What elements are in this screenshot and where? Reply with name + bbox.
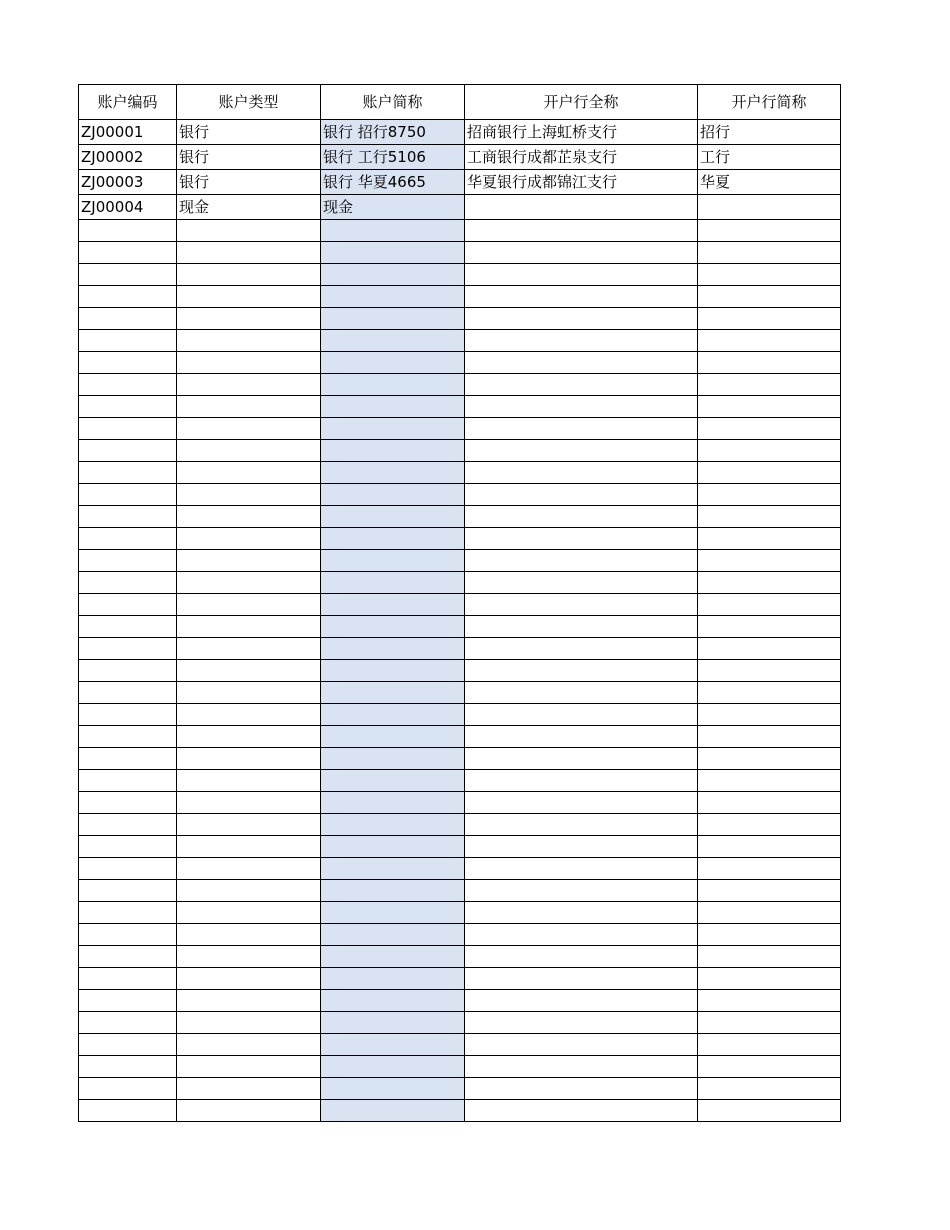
empty-row [79, 264, 841, 286]
cell-account-code[interactable] [79, 682, 177, 704]
cell-bank-full-name[interactable] [465, 220, 698, 242]
cell-account-code[interactable] [79, 264, 177, 286]
cell-bank-short-name[interactable] [698, 770, 841, 792]
empty-row [79, 770, 841, 792]
table-row [79, 120, 841, 145]
empty-row [79, 418, 841, 440]
cell-account-type[interactable] [177, 352, 321, 374]
cell-account-type[interactable] [177, 374, 321, 396]
cell-account-short-name[interactable] [321, 924, 465, 946]
cell-bank-full-name[interactable] [465, 242, 698, 264]
cell-bank-full-name[interactable] [465, 484, 698, 506]
cell-bank-full-name[interactable] [465, 946, 698, 968]
cell-bank-full-name[interactable] [465, 594, 698, 616]
cell-bank-short-name[interactable] [698, 286, 841, 308]
cell-account-type[interactable] [177, 264, 321, 286]
cell-bank-full-name[interactable] [465, 902, 698, 924]
cell-account-code[interactable] [79, 484, 177, 506]
cell-account-short-name[interactable] [321, 264, 465, 286]
cell-account-short-name[interactable]: 现金 [321, 195, 465, 220]
account-table [78, 84, 841, 1122]
cell-bank-short-name[interactable] [698, 638, 841, 660]
cell-bank-full-name[interactable] [465, 528, 698, 550]
cell-account-short-name[interactable] [321, 1100, 465, 1122]
cell-account-code[interactable] [79, 1056, 177, 1078]
cell-bank-short-name[interactable] [698, 440, 841, 462]
cell-bank-short-name[interactable] [698, 1056, 841, 1078]
empty-row [79, 528, 841, 550]
cell-bank-short-name[interactable]: 招行 [698, 120, 841, 145]
cell-account-code[interactable] [79, 748, 177, 770]
empty-row [79, 924, 841, 946]
cell-account-short-name[interactable]: 银行 招行8750 [321, 120, 465, 145]
cell-account-code[interactable] [79, 550, 177, 572]
empty-row [79, 572, 841, 594]
cell-account-code[interactable] [79, 1012, 177, 1034]
cell-account-type[interactable] [177, 594, 321, 616]
cell-account-code[interactable] [79, 1100, 177, 1122]
cell-account-type[interactable] [177, 440, 321, 462]
cell-account-type[interactable] [177, 1034, 321, 1056]
cell-account-type[interactable] [177, 528, 321, 550]
cell-account-short-name[interactable] [321, 660, 465, 682]
cell-account-type[interactable]: 银行 [177, 170, 321, 195]
cell-account-short-name[interactable] [321, 330, 465, 352]
cell-bank-full-name[interactable] [465, 880, 698, 902]
empty-row [79, 968, 841, 990]
cell-bank-full-name[interactable] [465, 1056, 698, 1078]
cell-bank-short-name[interactable] [698, 506, 841, 528]
empty-row [79, 550, 841, 572]
cell-account-type[interactable]: 银行 [177, 120, 321, 145]
cell-account-code[interactable] [79, 968, 177, 990]
empty-row [79, 462, 841, 484]
cell-account-code[interactable] [79, 902, 177, 924]
cell-account-short-name[interactable] [321, 1034, 465, 1056]
empty-row [79, 1012, 841, 1034]
cell-bank-short-name[interactable]: 华夏 [698, 170, 841, 195]
empty-row [79, 836, 841, 858]
account-table-container [78, 84, 841, 1122]
cell-bank-short-name[interactable] [698, 748, 841, 770]
cell-account-short-name[interactable] [321, 528, 465, 550]
cell-account-code[interactable] [79, 506, 177, 528]
cell-account-code[interactable]: ZJ00004 [79, 195, 177, 220]
cell-account-short-name[interactable] [321, 506, 465, 528]
cell-bank-short-name[interactable] [698, 704, 841, 726]
cell-account-type[interactable]: 现金 [177, 195, 321, 220]
cell-account-short-name[interactable] [321, 374, 465, 396]
cell-account-code[interactable] [79, 880, 177, 902]
empty-row [79, 330, 841, 352]
cell-account-type[interactable] [177, 286, 321, 308]
cell-account-short-name[interactable] [321, 770, 465, 792]
cell-account-short-name[interactable] [321, 396, 465, 418]
cell-account-short-name[interactable] [321, 682, 465, 704]
cell-bank-full-name[interactable] [465, 616, 698, 638]
empty-row [79, 704, 841, 726]
empty-row [79, 1034, 841, 1056]
cell-account-short-name[interactable] [321, 1056, 465, 1078]
cell-bank-full-name[interactable] [465, 352, 698, 374]
cell-account-short-name[interactable] [321, 242, 465, 264]
table-row [79, 170, 841, 195]
cell-account-type[interactable] [177, 770, 321, 792]
empty-row [79, 594, 841, 616]
cell-account-code[interactable] [79, 220, 177, 242]
cell-bank-full-name[interactable] [465, 1012, 698, 1034]
cell-account-code[interactable] [79, 242, 177, 264]
empty-row [79, 484, 841, 506]
cell-bank-full-name[interactable] [465, 968, 698, 990]
cell-bank-full-name[interactable] [465, 660, 698, 682]
table-row [79, 195, 841, 220]
empty-row [79, 792, 841, 814]
cell-account-code[interactable] [79, 440, 177, 462]
cell-bank-short-name[interactable]: 工行 [698, 145, 841, 170]
cell-account-type[interactable] [177, 506, 321, 528]
cell-account-short-name[interactable] [321, 1078, 465, 1100]
cell-bank-full-name[interactable] [465, 506, 698, 528]
cell-account-type[interactable] [177, 836, 321, 858]
cell-bank-short-name[interactable] [698, 660, 841, 682]
cell-bank-full-name[interactable]: 招商银行上海虹桥支行 [465, 120, 698, 145]
cell-account-type[interactable] [177, 660, 321, 682]
cell-account-type[interactable] [177, 792, 321, 814]
cell-account-code[interactable] [79, 770, 177, 792]
empty-row [79, 1100, 841, 1122]
cell-account-code[interactable] [79, 462, 177, 484]
cell-bank-full-name[interactable]: 工商银行成都芷泉支行 [465, 145, 698, 170]
cell-bank-short-name[interactable] [698, 880, 841, 902]
cell-account-short-name[interactable] [321, 440, 465, 462]
cell-account-code[interactable] [79, 572, 177, 594]
cell-account-short-name[interactable] [321, 484, 465, 506]
cell-account-type[interactable] [177, 1012, 321, 1034]
header-account-code[interactable]: 账户编码 [79, 85, 177, 120]
cell-account-short-name[interactable] [321, 836, 465, 858]
cell-bank-full-name[interactable] [465, 836, 698, 858]
cell-bank-short-name[interactable] [698, 374, 841, 396]
cell-bank-short-name[interactable] [698, 220, 841, 242]
cell-account-code[interactable] [79, 418, 177, 440]
cell-account-short-name[interactable] [321, 902, 465, 924]
cell-account-short-name[interactable] [321, 220, 465, 242]
cell-account-type[interactable] [177, 1078, 321, 1100]
cell-bank-short-name[interactable] [698, 1034, 841, 1056]
cell-account-short-name[interactable] [321, 858, 465, 880]
cell-account-code[interactable] [79, 990, 177, 1012]
cell-account-code[interactable] [79, 352, 177, 374]
header-bank-short-name[interactable]: 开户行简称 [698, 85, 841, 120]
cell-bank-full-name[interactable] [465, 440, 698, 462]
cell-account-short-name[interactable] [321, 792, 465, 814]
cell-account-code[interactable] [79, 396, 177, 418]
cell-account-code[interactable] [79, 374, 177, 396]
cell-account-short-name[interactable] [321, 880, 465, 902]
cell-bank-short-name[interactable] [698, 924, 841, 946]
cell-account-code[interactable] [79, 660, 177, 682]
cell-account-type[interactable] [177, 616, 321, 638]
empty-row [79, 682, 841, 704]
cell-account-type[interactable] [177, 990, 321, 1012]
cell-bank-short-name[interactable] [698, 484, 841, 506]
cell-bank-full-name[interactable] [465, 704, 698, 726]
cell-bank-short-name[interactable] [698, 836, 841, 858]
cell-account-code[interactable]: ZJ00002 [79, 145, 177, 170]
cell-bank-short-name[interactable] [698, 528, 841, 550]
header-account-short-name[interactable]: 账户简称 [321, 85, 465, 120]
empty-row [79, 1056, 841, 1078]
empty-row [79, 660, 841, 682]
cell-account-code[interactable] [79, 638, 177, 660]
empty-row [79, 858, 841, 880]
cell-bank-short-name[interactable] [698, 396, 841, 418]
cell-account-type[interactable] [177, 814, 321, 836]
cell-account-code[interactable] [79, 594, 177, 616]
cell-bank-full-name[interactable] [465, 748, 698, 770]
header-account-type[interactable]: 账户类型 [177, 85, 321, 120]
cell-account-short-name[interactable] [321, 286, 465, 308]
cell-bank-short-name[interactable] [698, 195, 841, 220]
cell-bank-short-name[interactable] [698, 946, 841, 968]
cell-account-short-name[interactable] [321, 704, 465, 726]
cell-bank-short-name[interactable] [698, 308, 841, 330]
empty-row [79, 726, 841, 748]
cell-bank-short-name[interactable] [698, 990, 841, 1012]
cell-bank-full-name[interactable] [465, 286, 698, 308]
table-row [79, 145, 841, 170]
empty-row [79, 748, 841, 770]
cell-account-type[interactable] [177, 902, 321, 924]
cell-bank-short-name[interactable] [698, 726, 841, 748]
empty-row [79, 220, 841, 242]
cell-account-short-name[interactable] [321, 572, 465, 594]
cell-account-type[interactable] [177, 484, 321, 506]
cell-bank-short-name[interactable] [698, 858, 841, 880]
cell-account-code[interactable] [79, 814, 177, 836]
cell-bank-full-name[interactable] [465, 550, 698, 572]
cell-bank-short-name[interactable] [698, 352, 841, 374]
empty-row [79, 308, 841, 330]
cell-account-code[interactable] [79, 616, 177, 638]
cell-bank-full-name[interactable] [465, 990, 698, 1012]
cell-account-short-name[interactable] [321, 308, 465, 330]
cell-account-type[interactable] [177, 462, 321, 484]
cell-bank-full-name[interactable] [465, 418, 698, 440]
cell-bank-short-name[interactable] [698, 594, 841, 616]
cell-bank-short-name[interactable] [698, 814, 841, 836]
cell-bank-full-name[interactable] [465, 638, 698, 660]
empty-row [79, 242, 841, 264]
cell-bank-full-name[interactable] [465, 924, 698, 946]
empty-row [79, 396, 841, 418]
cell-account-type[interactable] [177, 330, 321, 352]
cell-account-short-name[interactable] [321, 990, 465, 1012]
cell-account-short-name[interactable] [321, 1012, 465, 1034]
empty-row [79, 506, 841, 528]
cell-account-type[interactable] [177, 396, 321, 418]
cell-account-short-name[interactable] [321, 594, 465, 616]
cell-account-code[interactable] [79, 286, 177, 308]
cell-account-short-name[interactable] [321, 616, 465, 638]
cell-account-short-name[interactable] [321, 638, 465, 660]
cell-bank-short-name[interactable] [698, 1012, 841, 1034]
cell-account-type[interactable] [177, 682, 321, 704]
cell-bank-short-name[interactable] [698, 550, 841, 572]
cell-bank-full-name[interactable] [465, 308, 698, 330]
cell-bank-short-name[interactable] [698, 418, 841, 440]
cell-bank-full-name[interactable] [465, 264, 698, 286]
cell-bank-full-name[interactable] [465, 374, 698, 396]
cell-bank-full-name[interactable] [465, 396, 698, 418]
empty-row [79, 440, 841, 462]
cell-bank-short-name[interactable] [698, 1078, 841, 1100]
cell-bank-short-name[interactable] [698, 792, 841, 814]
cell-account-type[interactable] [177, 220, 321, 242]
cell-account-short-name[interactable] [321, 946, 465, 968]
cell-bank-short-name[interactable] [698, 616, 841, 638]
cell-account-short-name[interactable] [321, 352, 465, 374]
cell-account-type[interactable] [177, 550, 321, 572]
empty-row [79, 286, 841, 308]
cell-account-short-name[interactable] [321, 418, 465, 440]
cell-bank-full-name[interactable]: 华夏银行成都锦江支行 [465, 170, 698, 195]
empty-row [79, 1078, 841, 1100]
cell-account-type[interactable] [177, 572, 321, 594]
empty-row [79, 814, 841, 836]
cell-bank-short-name[interactable] [698, 330, 841, 352]
cell-account-type[interactable] [177, 946, 321, 968]
cell-bank-full-name[interactable] [465, 814, 698, 836]
cell-bank-full-name[interactable] [465, 1034, 698, 1056]
cell-bank-full-name[interactable] [465, 682, 698, 704]
empty-row [79, 352, 841, 374]
cell-account-type[interactable] [177, 418, 321, 440]
cell-account-code[interactable] [79, 308, 177, 330]
cell-account-short-name[interactable]: 银行 工行5106 [321, 145, 465, 170]
empty-row [79, 990, 841, 1012]
cell-account-type[interactable] [177, 858, 321, 880]
cell-bank-short-name[interactable] [698, 462, 841, 484]
cell-account-code[interactable]: ZJ00001 [79, 120, 177, 145]
cell-bank-full-name[interactable] [465, 330, 698, 352]
empty-row [79, 374, 841, 396]
cell-account-type[interactable] [177, 968, 321, 990]
cell-bank-full-name[interactable] [465, 726, 698, 748]
empty-row [79, 880, 841, 902]
cell-bank-short-name[interactable] [698, 682, 841, 704]
cell-account-code[interactable] [79, 924, 177, 946]
empty-row [79, 946, 841, 968]
cell-account-type[interactable] [177, 726, 321, 748]
cell-account-type[interactable] [177, 704, 321, 726]
cell-account-code[interactable] [79, 858, 177, 880]
cell-bank-full-name[interactable] [465, 572, 698, 594]
cell-account-short-name[interactable] [321, 814, 465, 836]
header-bank-full-name[interactable]: 开户行全称 [465, 85, 698, 120]
cell-bank-full-name[interactable] [465, 858, 698, 880]
cell-account-type[interactable] [177, 880, 321, 902]
cell-account-type[interactable] [177, 638, 321, 660]
empty-row [79, 638, 841, 660]
cell-bank-full-name[interactable] [465, 770, 698, 792]
cell-bank-full-name[interactable] [465, 1078, 698, 1100]
cell-bank-full-name[interactable] [465, 462, 698, 484]
cell-bank-short-name[interactable] [698, 968, 841, 990]
cell-account-code[interactable] [79, 792, 177, 814]
cell-account-type[interactable]: 银行 [177, 145, 321, 170]
cell-account-code[interactable] [79, 836, 177, 858]
cell-bank-full-name[interactable] [465, 1100, 698, 1122]
cell-account-code[interactable] [79, 946, 177, 968]
cell-account-short-name[interactable] [321, 968, 465, 990]
cell-account-type[interactable] [177, 242, 321, 264]
cell-account-type[interactable] [177, 748, 321, 770]
cell-account-code[interactable] [79, 528, 177, 550]
cell-account-short-name[interactable] [321, 726, 465, 748]
empty-row [79, 902, 841, 924]
cell-bank-short-name[interactable] [698, 572, 841, 594]
cell-account-short-name[interactable] [321, 550, 465, 572]
cell-account-short-name[interactable]: 银行 华夏4665 [321, 170, 465, 195]
cell-bank-short-name[interactable] [698, 264, 841, 286]
cell-account-type[interactable] [177, 1056, 321, 1078]
cell-bank-full-name[interactable] [465, 792, 698, 814]
cell-bank-full-name[interactable] [465, 195, 698, 220]
cell-bank-short-name[interactable] [698, 242, 841, 264]
cell-account-short-name[interactable] [321, 462, 465, 484]
cell-account-code[interactable] [79, 704, 177, 726]
empty-row [79, 616, 841, 638]
cell-account-code[interactable]: ZJ00003 [79, 170, 177, 195]
cell-account-short-name[interactable] [321, 748, 465, 770]
cell-account-code[interactable] [79, 1078, 177, 1100]
cell-bank-short-name[interactable] [698, 902, 841, 924]
cell-account-type[interactable] [177, 1100, 321, 1122]
cell-account-type[interactable] [177, 924, 321, 946]
cell-account-code[interactable] [79, 1034, 177, 1056]
cell-account-type[interactable] [177, 308, 321, 330]
cell-account-code[interactable] [79, 330, 177, 352]
header-row [79, 85, 841, 120]
cell-bank-short-name[interactable] [698, 1100, 841, 1122]
cell-account-code[interactable] [79, 726, 177, 748]
